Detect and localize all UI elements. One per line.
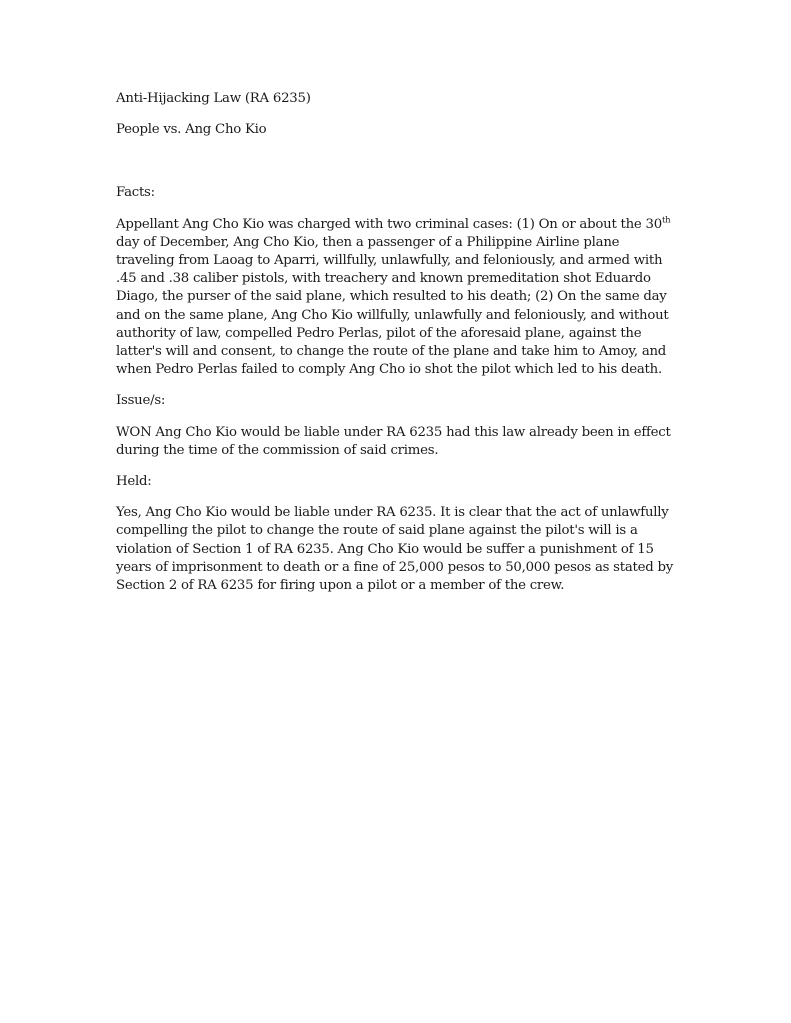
held-heading: Held: <box>116 474 152 490</box>
issue-paragraph: WON Ang Cho Kio would be liable under RA 6235 had this law already been in effect during the time of the commission of said crimes. <box>116 424 671 458</box>
facts-text-rest: day of December, Ang Cho Kio, then a passenger of a Philippine Airline plane traveling from Laoag to Aparri, willfully, unlawfully, and feloniously, and armed with .45 and .38 caliber pistols, with treachery and known premeditation shot Eduardo Diago, the purser of the said plane, which resulted to his death; (2) On the same day and on the same plane, Ang Cho Kio willfully, unlawfully and feloniously, and without authority of law, compelled Pedro Perlas, pilot of the aforesaid plane, against the latter's will and consent, to change the route of the plane and take him to Amoy, and when Pedro Perlas failed to comply Ang Cho io shot the pilot which led to his death. <box>116 234 669 378</box>
facts-heading: Facts: <box>116 185 155 201</box>
facts-ordinal-suffix: th <box>661 215 671 226</box>
document-title: Anti-Hijacking Law (RA 6235) <box>116 91 311 106</box>
held-paragraph: Yes, Ang Cho Kio would be liable under RA 6235. It is clear that the act of unlawfully compelling the pilot to change the route of said plane against the pilot's will is a violation of Section 1 of RA 6235. Ang Cho Kio would be suffer a punishment of 15 years of imprisonment to death or a fine of 25,000 pesos to 50,000 pesos as stated by Section 2 of RA 6235 for firing upon a pilot or a member of the crew. <box>116 505 674 594</box>
document-body <box>116 90 676 608</box>
case-name: People vs. Ang Cho Kio <box>116 122 267 138</box>
facts-paragraph <box>116 216 676 380</box>
issue-heading: Issue/s: <box>116 393 166 409</box>
facts-text-start: Appellant Ang Cho Kio was charged with two criminal cases: (1) On or about the 30 <box>116 216 662 232</box>
